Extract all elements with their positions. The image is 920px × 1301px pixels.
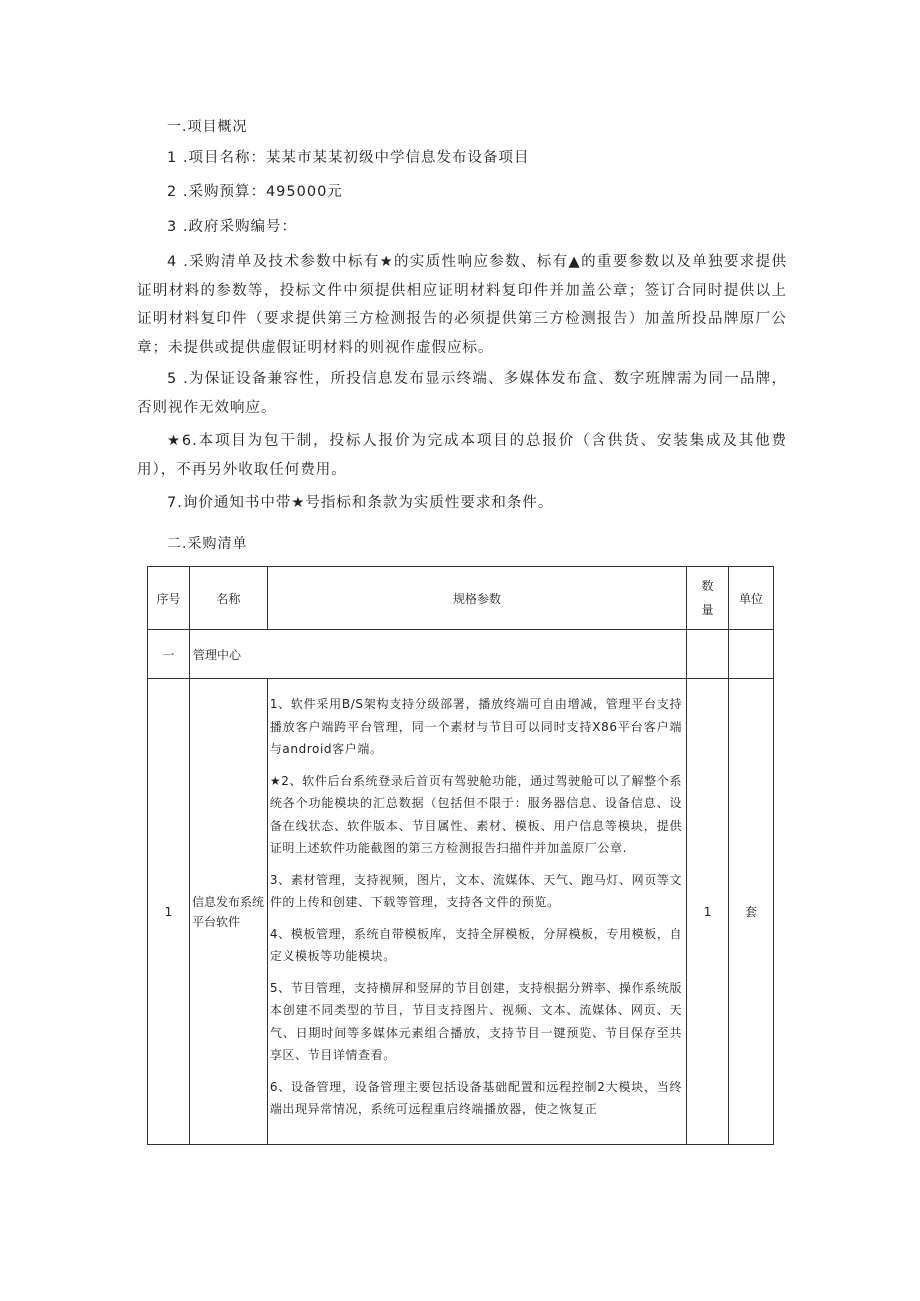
item-3: 3 .政府采购编号： (167, 219, 297, 235)
row-name: 信息发布系统平台软件 (189, 679, 267, 1145)
row-seq: 1 (148, 679, 190, 1145)
header-qty-line1: 数 (701, 579, 714, 593)
spec-paragraph: 6、设备管理，设备管理主要包括设备基础配置和远程控制2大模块，当终端出现异常情况，系统可远程重启终端播放器，使之恢复正 (269, 1079, 683, 1116)
row-qty: 1 (687, 679, 729, 1145)
header-spec: 规格参数 (267, 567, 686, 630)
spec-paragraph: 4、模板管理，系统自带模板库，支持全屏模板，分屏模板，专用模板，自定义模板等功能模块。 (269, 926, 683, 963)
procurement-table (147, 566, 774, 1145)
header-seq: 序号 (148, 567, 190, 630)
section-1-title: 一.项目概况 (167, 119, 248, 135)
group-name: 管理中心 (189, 630, 686, 679)
header-qty (687, 567, 729, 630)
table-group-row (148, 630, 774, 679)
spec-paragraph: ★2、软件后台系统登录后首页有驾驶舱功能，通过驾驶舱可以了解整个系统各个功能模块的汇总数据（包括但不限于：服务器信息、设备信息、设备在线状态、软件版本、节目属性、素材、模板、用户信息等模块，提供证明上述软件功能截图的第三方检测报告扫描件并加盖原厂公章. (269, 773, 683, 855)
group-unit (729, 630, 774, 679)
group-seq: 一 (148, 630, 190, 679)
spec-paragraph: 5、节目管理，支持横屏和竖屏的节目创建，支持根据分辨率、操作系统版本创建不同类型的节目，节目支持图片、视频、文本、流媒体、网页、天气、日期时间等多媒体元素组合播放，支持节目一键预览、节目保存至共享区、节目详情查看。 (269, 980, 683, 1062)
section-2-title: 二.采购清单 (167, 536, 248, 552)
header-qty-line2: 量 (701, 603, 714, 617)
spec-paragraph: 1、软件采用B/S架构支持分级部署，播放终端可自由增减，管理平台支持播放客户端跨平台管理，同一个素材与节目可以同时支持X86平台客户端与android客户端。 (269, 697, 683, 756)
row-unit: 套 (729, 679, 774, 1145)
header-unit: 单位 (729, 567, 774, 630)
group-qty (687, 630, 729, 679)
item-6: ★6.本项目为包干制，投标人报价为完成本项目的总报价（含供货、安装集成及其他费用），不再另外收取任何费用。 (137, 433, 787, 478)
item-1: 1 .项目名称：某某市某某初级中学信息发布设备项目 (167, 150, 530, 166)
row-spec (267, 679, 686, 1145)
item-4: 4 .采购清单及技术参数中标有★的实质性响应参数、标有▲的重要参数以及单独要求提供证明材料的参数等，投标文件中须提供相应证明材料复印件并加盖公章；签订合同时提供以上证明材料复印件（要求提供第三方检测报告的必须提供第三方检测报告）加盖所投品牌原厂公章；未提供或提供虚假证明材料的则视作虚假应标。 (137, 254, 787, 356)
item-2: 2 .采购预算：495000元 (167, 184, 343, 200)
item-7: 7.询价通知书中带★号指标和条款为实质性要求和条件。 (167, 495, 554, 511)
table-header-row (148, 567, 774, 630)
spec-paragraph: 3、素材管理，支持视频，图片，文本、流媒体、天气、跑马灯、网页等文件的上传和创建、下载等管理，支持各文件的预览。 (269, 872, 683, 909)
header-name: 名称 (189, 567, 267, 630)
item-5: 5 .为保证设备兼容性，所投信息发布显示终端、多媒体发布盒、数字班牌需为同一品牌，否则视作无效响应。 (137, 371, 787, 416)
table-row (148, 679, 774, 1145)
